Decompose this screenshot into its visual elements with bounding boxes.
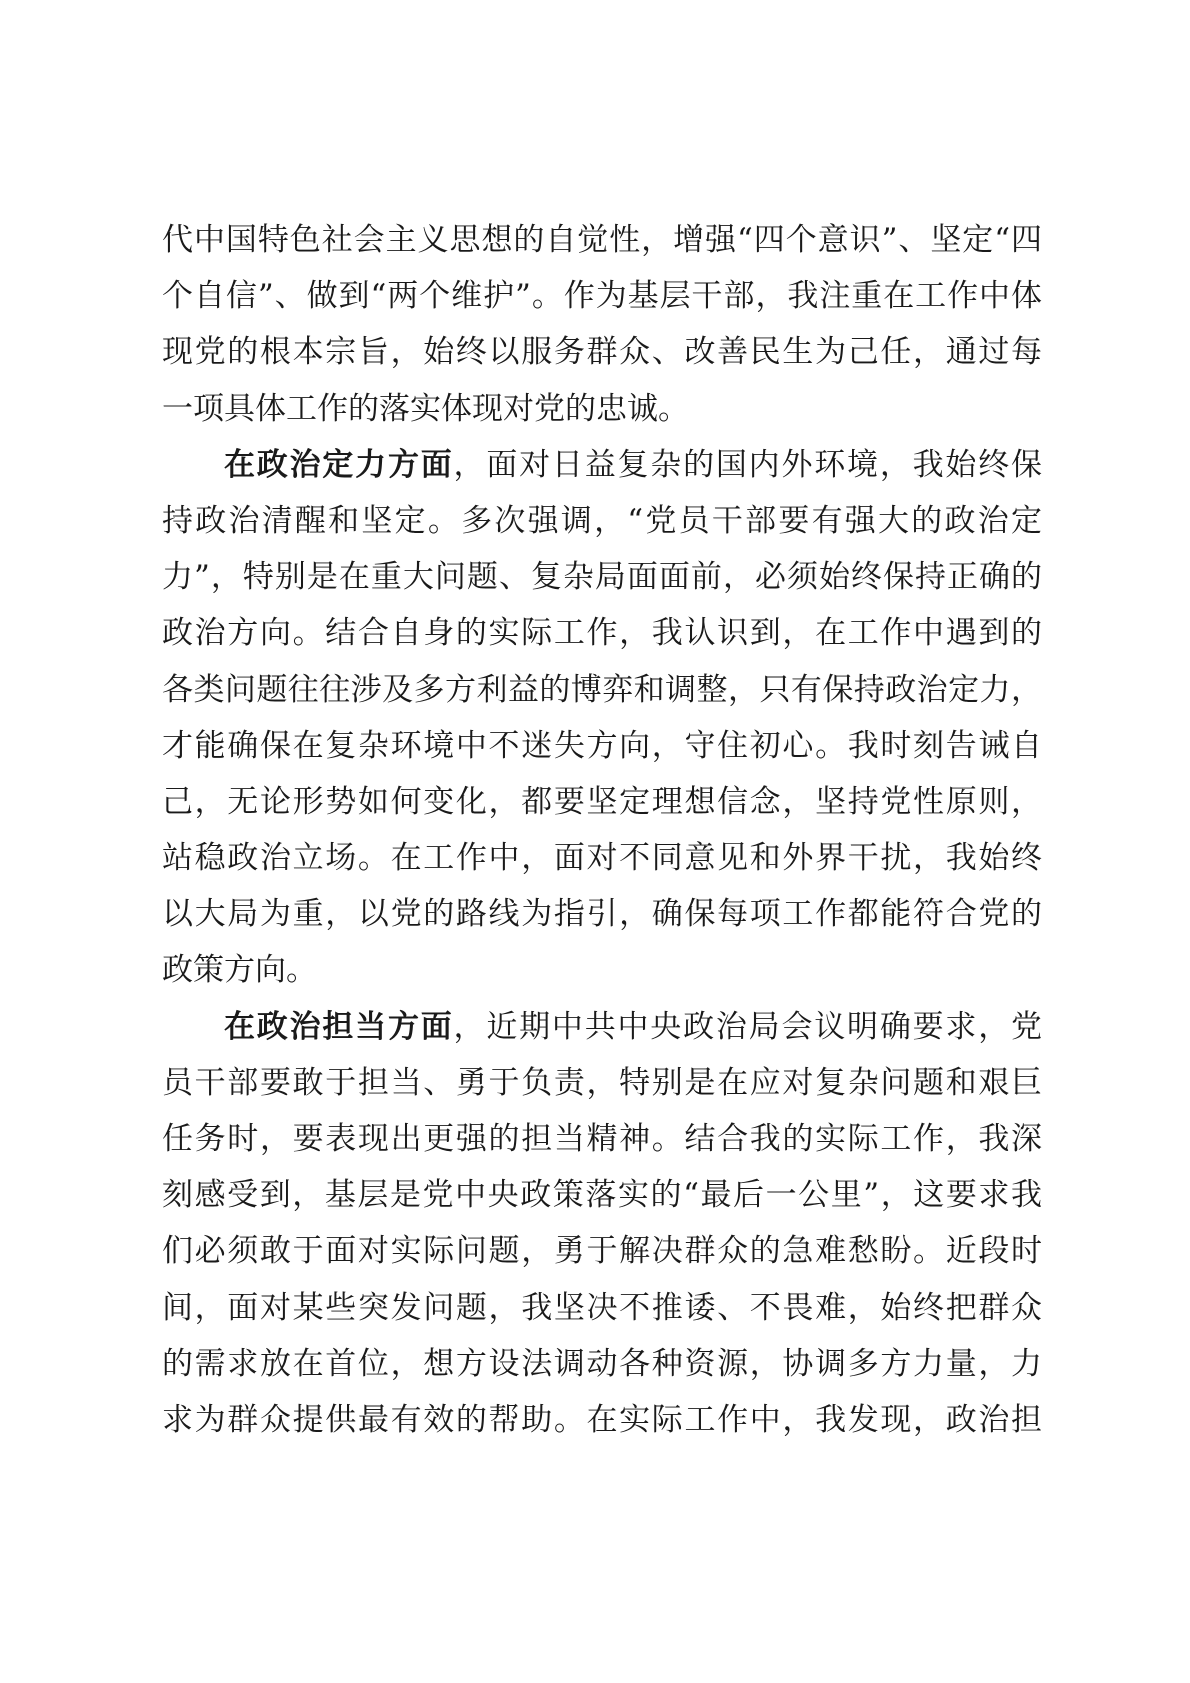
paragraph-heading: 在政治担当方面 — [224, 1008, 454, 1045]
paragraph-first-line — [162, 437, 1042, 493]
text-span: ，近期中共中央政治局会议明确要求，党 — [453, 1008, 1043, 1045]
text-line: 刻感受到，基层是党中央政策落实的“最后一公里”，这要求我 — [162, 1177, 1042, 1214]
text-line: 员干部要敢于担当、勇于负责，特别是在应对复杂问题和艰巨 — [162, 1064, 1042, 1101]
text-line: 力”，特别是在重大问题、复杂局面面前，必须始终保持正确的 — [162, 559, 1042, 596]
text-line: 任务时，要表现出更强的担当精神。结合我的实际工作，我深 — [162, 1121, 1042, 1157]
text-line: 以大局为重，以党的路线为指引，确保每项工作都能符合党的 — [162, 896, 1042, 933]
text-line: 代中国特色社会主义思想的自觉性，增强“四个意识”、坚定“四 — [162, 222, 1042, 258]
text-line: 间，面对某些突发问题，我坚决不推诿、不畏难，始终把群众 — [162, 1289, 1042, 1326]
document-body — [162, 212, 1042, 1448]
text-line: 各类问题往往涉及多方利益的博弈和调整，只有保持政治定力， — [162, 671, 1042, 708]
text-line: 的需求放在首位，想方设法调动各种资源，协调多方力量，力 — [162, 1345, 1042, 1382]
text-line: 政治方向。结合自身的实际工作，我认识到，在工作中遇到的 — [162, 615, 1042, 652]
text-line: 们必须敢于面对实际问题，勇于解决群众的急难愁盼。近段时 — [162, 1233, 1042, 1270]
text-line: 一项具体工作的落实体现对党的忠诚。 — [162, 390, 689, 427]
paragraph-first-line — [162, 999, 1042, 1055]
text-line: 个自信”、做到“两个维护”。作为基层干部，我注重在工作中体 — [162, 278, 1042, 315]
text-span: ，面对日益复杂的国内外环境，我始终保 — [453, 446, 1043, 483]
text-line: 才能确保在复杂环境中不迷失方向，守住初心。我时刻告诫自 — [162, 727, 1042, 764]
text-line: 站稳政治立场。在工作中，面对不同意见和外界干扰，我始终 — [162, 840, 1042, 877]
text-line: 现党的根本宗旨，始终以服务群众、改善民生为己任，通过每 — [162, 334, 1042, 371]
text-line: 持政治清醒和坚定。多次强调，“党员干部要有强大的政治定 — [162, 502, 1042, 539]
text-line: 己，无论形势如何变化，都要坚定理想信念，坚持党性原则， — [162, 783, 1042, 820]
text-line: 政策方向。 — [162, 952, 317, 989]
text-line: 求为群众提供最有效的帮助。在实际工作中，我发现，政治担 — [162, 1401, 1042, 1438]
paragraph-heading: 在政治定力方面 — [224, 446, 454, 483]
